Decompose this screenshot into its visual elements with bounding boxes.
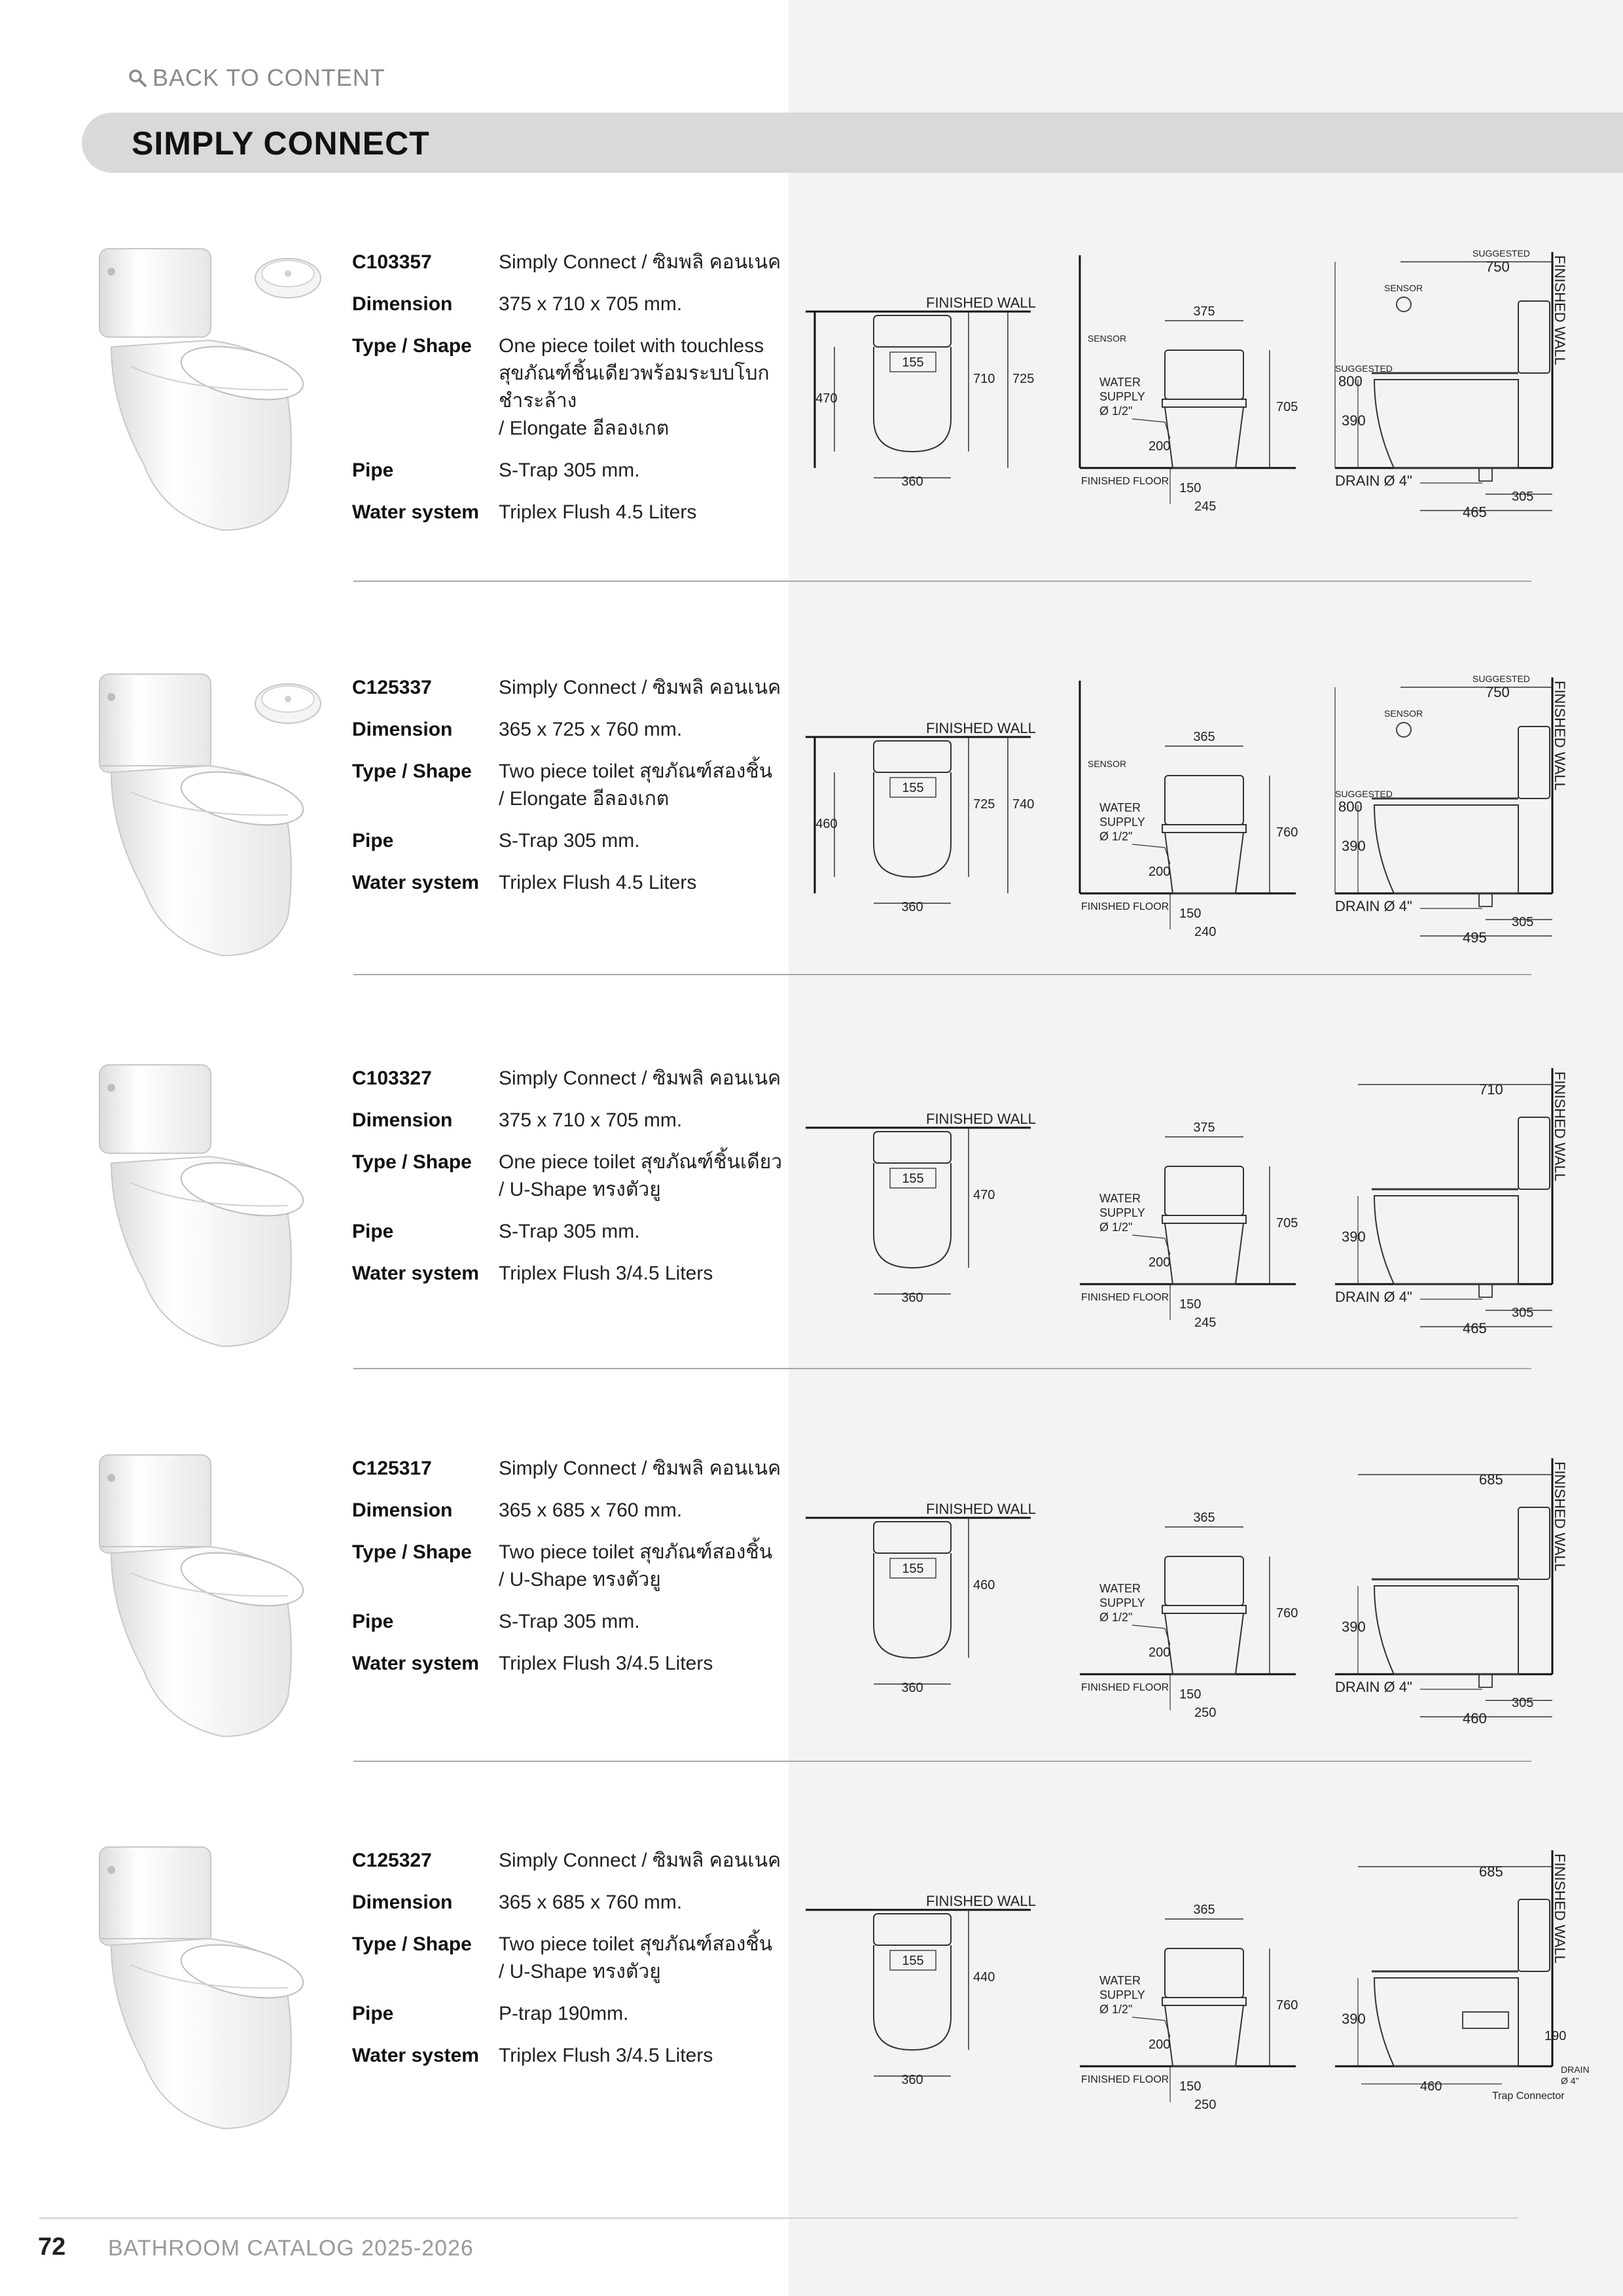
section-header xyxy=(82,113,1623,173)
spec-label: Type / Shape xyxy=(352,761,472,782)
product-code: C125337 xyxy=(352,677,432,698)
type-line: One piece toilet สุขภัณฑ์ชิ้นเดียว xyxy=(499,1151,783,1173)
type-line: สุขภัณฑ์ชิ้นเดียวพร้อมระบบโบกชำระล้าง xyxy=(499,363,770,412)
supply-height-label: 200 xyxy=(1149,439,1171,454)
product-c103357 xyxy=(0,242,1623,609)
spec-label: Type / Shape xyxy=(352,1541,472,1563)
offset-label: 150 xyxy=(1179,481,1202,495)
drain-label: DRAIN Ø 4" xyxy=(1335,1289,1412,1305)
spec-label: Type / Shape xyxy=(352,1933,472,1955)
type-line: / Elongate อีลองเกต xyxy=(499,418,669,439)
top-dim-label: 750 xyxy=(1486,684,1510,700)
seat-height-label: 390 xyxy=(1342,2011,1366,2027)
spec-label: Water system xyxy=(352,872,479,893)
type-value xyxy=(499,1539,810,1594)
drain-label: DRAIN Ø 4" xyxy=(1335,473,1412,489)
offset-label: 245 xyxy=(1194,499,1217,514)
spec-row-dimension xyxy=(352,291,810,318)
height-dim-label: 705 xyxy=(1276,400,1298,414)
depth-dim-label: 440 xyxy=(973,1970,995,1984)
offset-label: 150 xyxy=(1179,906,1202,921)
width-dim-label: 365 xyxy=(1193,730,1215,744)
side-dim-label: 460 xyxy=(815,817,838,831)
top-dim-label: 750 xyxy=(1486,259,1510,275)
pipe-value: S-Trap 305 mm. xyxy=(499,830,640,852)
drain-label: Ø 4" xyxy=(1561,2075,1579,2086)
suggested-label: SUGGESTED xyxy=(1472,248,1530,259)
type-line: Two piece toilet สุขภัณฑ์สองชิ้น xyxy=(499,1933,773,1955)
type-line: / Elongate อีลองเกต xyxy=(499,788,669,810)
spec-row-water xyxy=(352,869,810,897)
water-supply-label: Ø 1/2" xyxy=(1099,1611,1133,1624)
depth-dim-label: 710 xyxy=(973,372,995,386)
product-code: C103327 xyxy=(352,1067,432,1089)
spec-row-water xyxy=(352,499,810,526)
finished-floor-label: FINISHED FLOOR xyxy=(1081,2074,1169,2085)
type-line: One piece toilet with touchless xyxy=(499,335,764,357)
product-name: Simply Connect / ซิมพลิ คอนเนค xyxy=(499,1067,781,1089)
offset-label: 150 xyxy=(1179,1297,1202,1312)
spec-row-water xyxy=(352,2042,810,2070)
pipe-value: S-Trap 305 mm. xyxy=(499,1611,640,1632)
seat-dim-label: 155 xyxy=(902,781,924,795)
water-supply-label: SUPPLY xyxy=(1099,1206,1145,1219)
type-line: Two piece toilet สุขภัณฑ์สองชิ้น xyxy=(499,761,773,782)
product-code: C125317 xyxy=(352,1458,432,1479)
product-c125337 xyxy=(0,668,1623,1034)
spec-row-type xyxy=(352,1931,810,1986)
sensor-label: SENSOR xyxy=(1088,759,1127,769)
finished-floor-label: FINISHED FLOOR xyxy=(1081,1292,1169,1303)
back-link-label: BACK TO CONTENT xyxy=(152,64,385,91)
finished-wall-label: FINISHED WALL xyxy=(1552,1854,1568,1964)
type-value xyxy=(499,758,810,813)
dimension-value: 365 x 685 x 760 mm. xyxy=(499,1892,683,1913)
left-dim-label: 800 xyxy=(1338,798,1363,815)
spec-row-water xyxy=(352,1260,810,1287)
depth-dim-label: 725 xyxy=(1012,372,1035,386)
search-icon xyxy=(128,68,147,88)
spec-row-code xyxy=(352,1455,810,1482)
suggested-label: SUGGESTED xyxy=(1335,363,1393,374)
seat-height-label: 390 xyxy=(1342,1229,1366,1245)
width-dim-label: 360 xyxy=(901,475,923,489)
finished-wall-label: FINISHED WALL xyxy=(926,1501,1036,1517)
water-supply-label: Ø 1/2" xyxy=(1099,830,1133,843)
side-view-drawing xyxy=(1322,1448,1584,1756)
top-view-drawing xyxy=(802,242,1044,504)
rough-in-label: 305 xyxy=(1512,1306,1534,1320)
supply-height-label: 200 xyxy=(1149,1645,1171,1660)
product-c125327 xyxy=(0,1840,1623,2207)
offset-label: 245 xyxy=(1194,1316,1217,1330)
seat-height-label: 390 xyxy=(1342,1619,1366,1635)
finished-floor-label: FINISHED FLOOR xyxy=(1081,901,1169,912)
top-view-drawing xyxy=(802,1058,1044,1320)
side-dim-label: 470 xyxy=(815,391,838,406)
side-view-drawing xyxy=(1322,242,1584,550)
spec-row-code xyxy=(352,1847,810,1874)
spec-label: Type / Shape xyxy=(352,1151,472,1173)
product-divider xyxy=(353,974,1531,975)
side-view-drawing xyxy=(1322,1840,1590,2148)
width-dim-label: 360 xyxy=(901,2073,923,2087)
spec-row-code xyxy=(352,674,810,702)
water-supply-label: WATER xyxy=(1099,376,1141,389)
spec-label: Water system xyxy=(352,1653,479,1674)
spec-row-dimension xyxy=(352,1107,810,1134)
product-name: Simply Connect / ซิมพลิ คอนเนค xyxy=(499,1458,781,1479)
spec-table xyxy=(352,1455,810,1692)
offset-label: 150 xyxy=(1179,2079,1202,2094)
depth-dim-label: 740 xyxy=(1012,797,1035,812)
length-dim-label: 465 xyxy=(1463,1320,1487,1336)
rough-in-label: 305 xyxy=(1512,915,1534,929)
finished-wall-label: FINISHED WALL xyxy=(926,1893,1036,1909)
water-supply-label: Ø 1/2" xyxy=(1099,404,1133,418)
water-value: Triplex Flush 3/4.5 Liters xyxy=(499,1653,713,1674)
pipe-value: S-Trap 305 mm. xyxy=(499,1221,640,1242)
drain-label: DRAIN Ø 4" xyxy=(1335,898,1412,914)
offset-label: 250 xyxy=(1194,2098,1217,2112)
pipe-value: S-Trap 305 mm. xyxy=(499,459,640,481)
finished-floor-label: FINISHED FLOOR xyxy=(1081,476,1169,487)
width-dim-label: 375 xyxy=(1193,304,1215,319)
finished-wall-label: FINISHED WALL xyxy=(1552,1071,1568,1181)
water-supply-label: SUPPLY xyxy=(1099,390,1145,403)
water-supply-label: SUPPLY xyxy=(1099,1988,1145,2001)
spec-label: Pipe xyxy=(352,1221,394,1242)
offset-label: 240 xyxy=(1194,925,1217,939)
spec-row-type xyxy=(352,1539,810,1594)
sensor-photo xyxy=(249,249,327,301)
spec-table xyxy=(352,674,810,911)
width-dim-label: 360 xyxy=(901,1291,923,1305)
height-dim-label: 760 xyxy=(1276,825,1298,840)
spec-label: Water system xyxy=(352,1263,479,1284)
type-line: / U-Shape ทรงตัวยู xyxy=(499,1961,661,1982)
dimension-value: 365 x 685 x 760 mm. xyxy=(499,1499,683,1521)
finished-wall-label: FINISHED WALL xyxy=(1552,1462,1568,1571)
length-dim-label: 465 xyxy=(1463,504,1487,520)
section-title: SIMPLY CONNECT xyxy=(132,125,430,162)
water-value: Triplex Flush 3/4.5 Liters xyxy=(499,1263,713,1284)
trap-connector-label: Trap Connector xyxy=(1492,2090,1565,2102)
spec-row-pipe xyxy=(352,1608,810,1636)
height-dim-label: 760 xyxy=(1276,1606,1298,1621)
seat-height-label: 390 xyxy=(1342,838,1366,854)
depth-dim-label: 725 xyxy=(973,797,995,812)
water-supply-label: Ø 1/2" xyxy=(1099,2003,1133,2016)
front-view-drawing xyxy=(1073,1840,1315,2128)
dimension-value: 375 x 710 x 705 mm. xyxy=(499,293,683,315)
seat-dim-label: 155 xyxy=(902,1954,924,1968)
supply-height-label: 200 xyxy=(1149,1255,1171,1270)
width-dim-label: 375 xyxy=(1193,1121,1215,1135)
spec-row-pipe xyxy=(352,457,810,484)
water-value: Triplex Flush 4.5 Liters xyxy=(499,872,697,893)
product-divider xyxy=(353,581,1531,582)
seat-dim-label: 155 xyxy=(902,355,924,370)
spec-label: Dimension xyxy=(352,1109,453,1131)
spec-row-pipe xyxy=(352,1218,810,1246)
spec-label: Pipe xyxy=(352,830,394,852)
spec-label: Pipe xyxy=(352,1611,394,1632)
drain-label: DRAIN xyxy=(1561,2064,1590,2075)
top-dim-label: 685 xyxy=(1479,1863,1503,1880)
water-supply-label: WATER xyxy=(1099,1582,1141,1595)
front-view-drawing xyxy=(1073,242,1315,530)
spec-table xyxy=(352,249,810,541)
type-line: / U-Shape ทรงตัวยู xyxy=(499,1569,661,1590)
product-code: C103357 xyxy=(352,251,432,273)
width-dim-label: 365 xyxy=(1193,1903,1215,1917)
finished-wall-label: FINISHED WALL xyxy=(926,1111,1036,1127)
spec-row-type xyxy=(352,758,810,813)
spec-label: Pipe xyxy=(352,459,394,481)
supply-height-label: 200 xyxy=(1149,2037,1171,2052)
pipe-value: P-trap 190mm. xyxy=(499,2003,629,2024)
spec-row-water xyxy=(352,1650,810,1677)
catalog-title: BATHROOM CATALOG 2025-2026 xyxy=(108,2236,474,2261)
finished-wall-label: FINISHED WALL xyxy=(1552,681,1568,791)
front-view-drawing xyxy=(1073,668,1315,956)
water-supply-label: WATER xyxy=(1099,1192,1141,1205)
finished-wall-label: FINISHED WALL xyxy=(926,295,1036,311)
spec-row-pipe xyxy=(352,2000,810,2028)
spec-row-pipe xyxy=(352,827,810,855)
offset-label: 250 xyxy=(1194,1706,1217,1720)
spec-table xyxy=(352,1065,810,1302)
toilet-photo xyxy=(92,1448,308,1749)
finished-wall-label: FINISHED WALL xyxy=(926,720,1036,736)
spec-table xyxy=(352,1847,810,2084)
seat-dim-label: 155 xyxy=(902,1562,924,1576)
type-value xyxy=(499,1931,810,1986)
length-dim-label: 460 xyxy=(1463,1710,1487,1727)
product-name: Simply Connect / ซิมพลิ คอนเนค xyxy=(499,677,781,698)
left-dim-label: 800 xyxy=(1338,373,1363,389)
water-value: Triplex Flush 4.5 Liters xyxy=(499,501,697,523)
type-value xyxy=(499,332,810,442)
spec-row-type xyxy=(352,1149,810,1204)
product-code: C125327 xyxy=(352,1850,432,1871)
top-dim-label: 710 xyxy=(1479,1081,1503,1098)
offset-label: 150 xyxy=(1179,1687,1202,1702)
finished-floor-label: FINISHED FLOOR xyxy=(1081,1682,1169,1693)
spec-label: Dimension xyxy=(352,719,453,740)
width-dim-label: 360 xyxy=(901,1681,923,1695)
spec-label: Dimension xyxy=(352,293,453,315)
page-number: 72 xyxy=(38,2233,66,2261)
sensor-label: SENSOR xyxy=(1384,283,1423,293)
type-value xyxy=(499,1149,810,1204)
side-view-drawing xyxy=(1322,668,1584,975)
suggested-label: SUGGESTED xyxy=(1472,673,1530,684)
water-supply-label: SUPPLY xyxy=(1099,1596,1145,1609)
width-dim-label: 365 xyxy=(1193,1511,1215,1525)
front-view-drawing xyxy=(1073,1058,1315,1346)
spec-row-dimension xyxy=(352,716,810,744)
top-view-drawing xyxy=(802,668,1044,929)
width-dim-label: 360 xyxy=(901,900,923,914)
drain-label: DRAIN Ø 4" xyxy=(1335,1679,1412,1695)
water-supply-label: WATER xyxy=(1099,801,1141,814)
spec-label: Dimension xyxy=(352,1499,453,1521)
water-supply-label: SUPPLY xyxy=(1099,816,1145,829)
seat-height-label: 390 xyxy=(1342,412,1366,429)
footer-divider xyxy=(39,2217,1518,2219)
type-line: / U-Shape ทรงตัวยู xyxy=(499,1179,661,1200)
type-line: Two piece toilet สุขภัณฑ์สองชิ้น xyxy=(499,1541,773,1563)
back-to-content-link[interactable] xyxy=(128,64,385,92)
spec-label: Type / Shape xyxy=(352,335,472,357)
spec-row-dimension xyxy=(352,1497,810,1524)
seat-dim-label: 155 xyxy=(902,1172,924,1186)
top-view-drawing xyxy=(802,1448,1044,1710)
spec-row-type xyxy=(352,332,810,442)
suggested-label: SUGGESTED xyxy=(1335,789,1393,799)
depth-dim-label: 470 xyxy=(973,1188,995,1202)
spec-label: Water system xyxy=(352,2045,479,2066)
side-view-drawing xyxy=(1322,1058,1584,1366)
rough-in-label: 305 xyxy=(1512,1696,1534,1710)
sensor-photo xyxy=(249,674,327,726)
finished-wall-label: FINISHED WALL xyxy=(1552,255,1568,365)
sensor-label: SENSOR xyxy=(1088,333,1127,344)
length-dim-label: 460 xyxy=(1420,2079,1442,2094)
spec-label: Water system xyxy=(352,501,479,523)
water-value: Triplex Flush 3/4.5 Liters xyxy=(499,2045,713,2066)
height-dim-label: 705 xyxy=(1276,1216,1298,1230)
spec-label: Dimension xyxy=(352,1892,453,1913)
product-c103327 xyxy=(0,1058,1623,1425)
top-view-drawing xyxy=(802,1840,1044,2102)
height-dim-label: 760 xyxy=(1276,1998,1298,2013)
rough-in-label: 190 xyxy=(1544,2029,1567,2043)
product-name: Simply Connect / ซิมพลิ คอนเนค xyxy=(499,251,781,273)
product-divider xyxy=(353,1761,1531,1762)
product-divider xyxy=(353,1368,1531,1369)
spec-row-code xyxy=(352,1065,810,1092)
rough-in-label: 305 xyxy=(1512,490,1534,504)
toilet-photo xyxy=(92,1058,308,1359)
top-dim-label: 685 xyxy=(1479,1471,1503,1488)
sensor-label: SENSOR xyxy=(1384,708,1423,719)
water-supply-label: WATER xyxy=(1099,1974,1141,1987)
spec-row-code xyxy=(352,249,810,276)
supply-height-label: 200 xyxy=(1149,865,1171,879)
front-view-drawing xyxy=(1073,1448,1315,1736)
toilet-photo xyxy=(92,1840,308,2142)
water-supply-label: Ø 1/2" xyxy=(1099,1221,1133,1234)
dimension-value: 365 x 725 x 760 mm. xyxy=(499,719,683,740)
depth-dim-label: 460 xyxy=(973,1578,995,1592)
length-dim-label: 495 xyxy=(1463,929,1487,946)
product-name: Simply Connect / ซิมพลิ คอนเนค xyxy=(499,1850,781,1871)
spec-label: Pipe xyxy=(352,2003,394,2024)
product-c125317 xyxy=(0,1448,1623,1815)
dimension-value: 375 x 710 x 705 mm. xyxy=(499,1109,683,1131)
spec-row-dimension xyxy=(352,1889,810,1916)
